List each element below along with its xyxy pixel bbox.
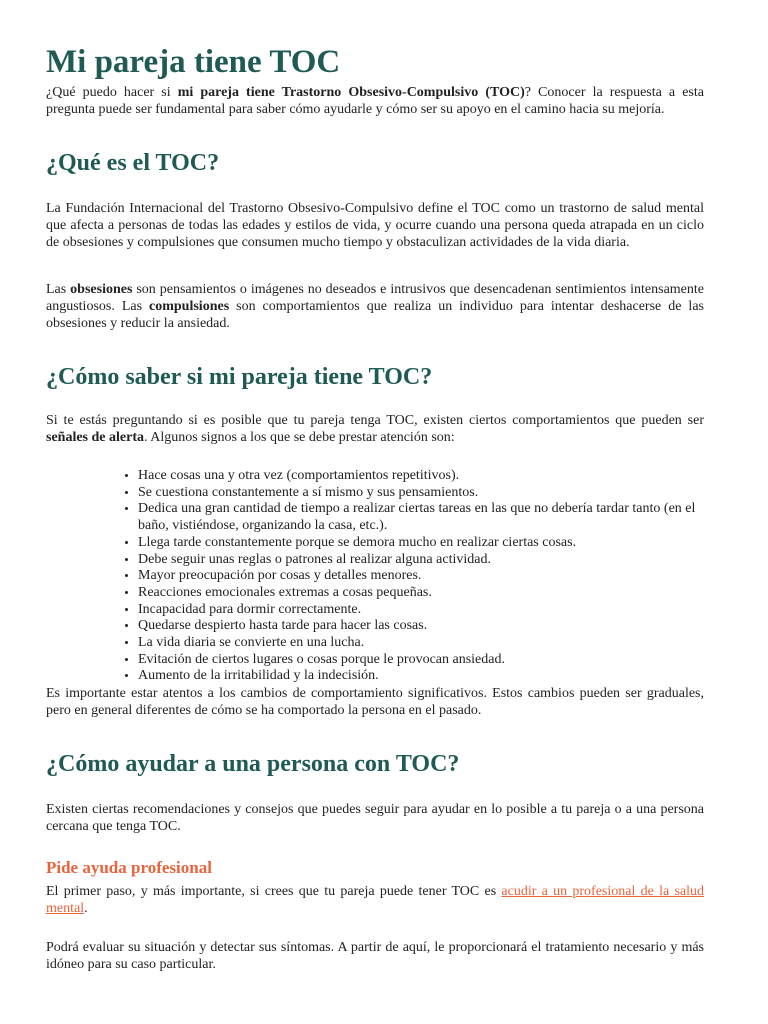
list-item: • Se cuestiona constantemente a sí mismo y sus pensamientos. <box>138 485 704 502</box>
text-segment: son comportamientos que realiza un individuo para intentar deshacerse de las obsesiones y reducir la ansiedad. <box>46 299 704 331</box>
bold-obsesiones: obsesiones <box>70 282 133 297</box>
list-item: • Debe seguir unas reglas o patrones al realizar alguna actividad. <box>138 552 704 569</box>
paragraph-recomendaciones: Existen ciertas recomendaciones y consejos que puedes seguir para ayudar en lo posible a tu pareja o a una persona cercana que tenga TOC. <box>46 802 704 835</box>
list-item: • Evitación de ciertos lugares o cosas porque le provocan ansiedad. <box>138 652 704 669</box>
signs-list <box>46 468 704 685</box>
list-item: • Llega tarde constantemente porque se demora mucho en realizar ciertas cosas. <box>138 535 704 552</box>
bold-compulsiones: compulsiones <box>149 299 230 314</box>
list-item: • Reacciones emocionales extremas a cosas pequeñas. <box>138 585 704 602</box>
paragraph-evaluar: Podrá evaluar su situación y detectar sus síntomas. A partir de aquí, le proporcionará el tratamiento necesario y más idóneo para su caso particular. <box>46 940 704 973</box>
heading-que-es-toc: ¿Qué es el TOC? <box>46 150 220 176</box>
text-segment: . Algunos signos a los que se debe prestar atención son: <box>143 430 455 445</box>
list-item: • Aumento de la irritabilidad y la indecisión. <box>138 668 704 685</box>
paragraph-cambios: Es importante estar atentos a los cambios de comportamiento significativos. Estos cambios pueden ser graduales, pero en general diferentes de cómo se ha comportado la persona en el pasado. <box>46 686 704 719</box>
bold-senales-alerta: señales de alerta <box>46 430 144 445</box>
heading-como-saber: ¿Cómo saber si mi pareja tiene TOC? <box>46 364 433 390</box>
list-item: • Quedarse despierto hasta tarde para hacer las cosas. <box>138 618 704 635</box>
profesional-salud-link[interactable]: acudir a un profesional de la salud mental <box>46 884 704 917</box>
intro-text-end: ? Conocer la respuesta a esta pregunta puede ser fundamental para saber cómo ayudarle y cómo ser su apoyo en el camino hacia su mejoría. <box>46 85 704 117</box>
page-title: Mi pareja tiene TOC <box>46 44 341 80</box>
list-item: • Mayor preocupación por cosas y detalles menores. <box>138 568 704 585</box>
text-segment: Las <box>46 282 71 297</box>
list-item: • Incapacidad para dormir correctamente. <box>138 602 704 619</box>
list-item: • Hace cosas una y otra vez (comportamientos repetitivos). <box>138 468 704 485</box>
paragraph-senales <box>46 412 704 446</box>
subheading-pide-ayuda: Pide ayuda profesional <box>46 858 212 878</box>
paragraph-primer-paso <box>46 883 704 917</box>
text-segment: El primer paso, y más importante, si crees que tu pareja puede tener TOC es <box>46 884 502 900</box>
list-item: • Dedica una gran cantidad de tiempo a realizar ciertas tareas en las que no debería tardar tanto (en el baño, vistiéndose, organizando la casa, etc.). <box>138 501 704 534</box>
text-segment: son pensamientos o imágenes no deseados e intrusivos que desencadenan sentimientos intensamente angustiosos. Las <box>46 282 704 314</box>
text-segment: . <box>84 901 88 917</box>
intro-text-start: ¿Qué puedo hacer si <box>46 85 178 100</box>
intro-paragraph <box>46 84 704 118</box>
intro-bold-text: mi pareja tiene Trastorno Obsesivo-Compulsivo (TOC) <box>177 85 525 100</box>
paragraph-fundacion: La Fundación Internacional del Trastorno Obsesivo-Compulsivo define el TOC como un trastorno de salud mental que afecta a personas de todas las edades y estilos de vida, y ocurre cuando una persona queda atrapada en un ciclo de obsesiones y compulsiones que consumen mucho tiempo y obstaculizan actividades de la vida diaria. <box>46 201 704 250</box>
list-item: • La vida diaria se convierte en una lucha. <box>138 635 704 652</box>
heading-como-ayudar: ¿Cómo ayudar a una persona con TOC? <box>46 751 460 778</box>
paragraph-obsesiones <box>46 281 704 332</box>
text-segment: Si te estás preguntando si es posible que tu pareja tenga TOC, existen ciertos comportamientos que pueden ser <box>46 413 704 428</box>
